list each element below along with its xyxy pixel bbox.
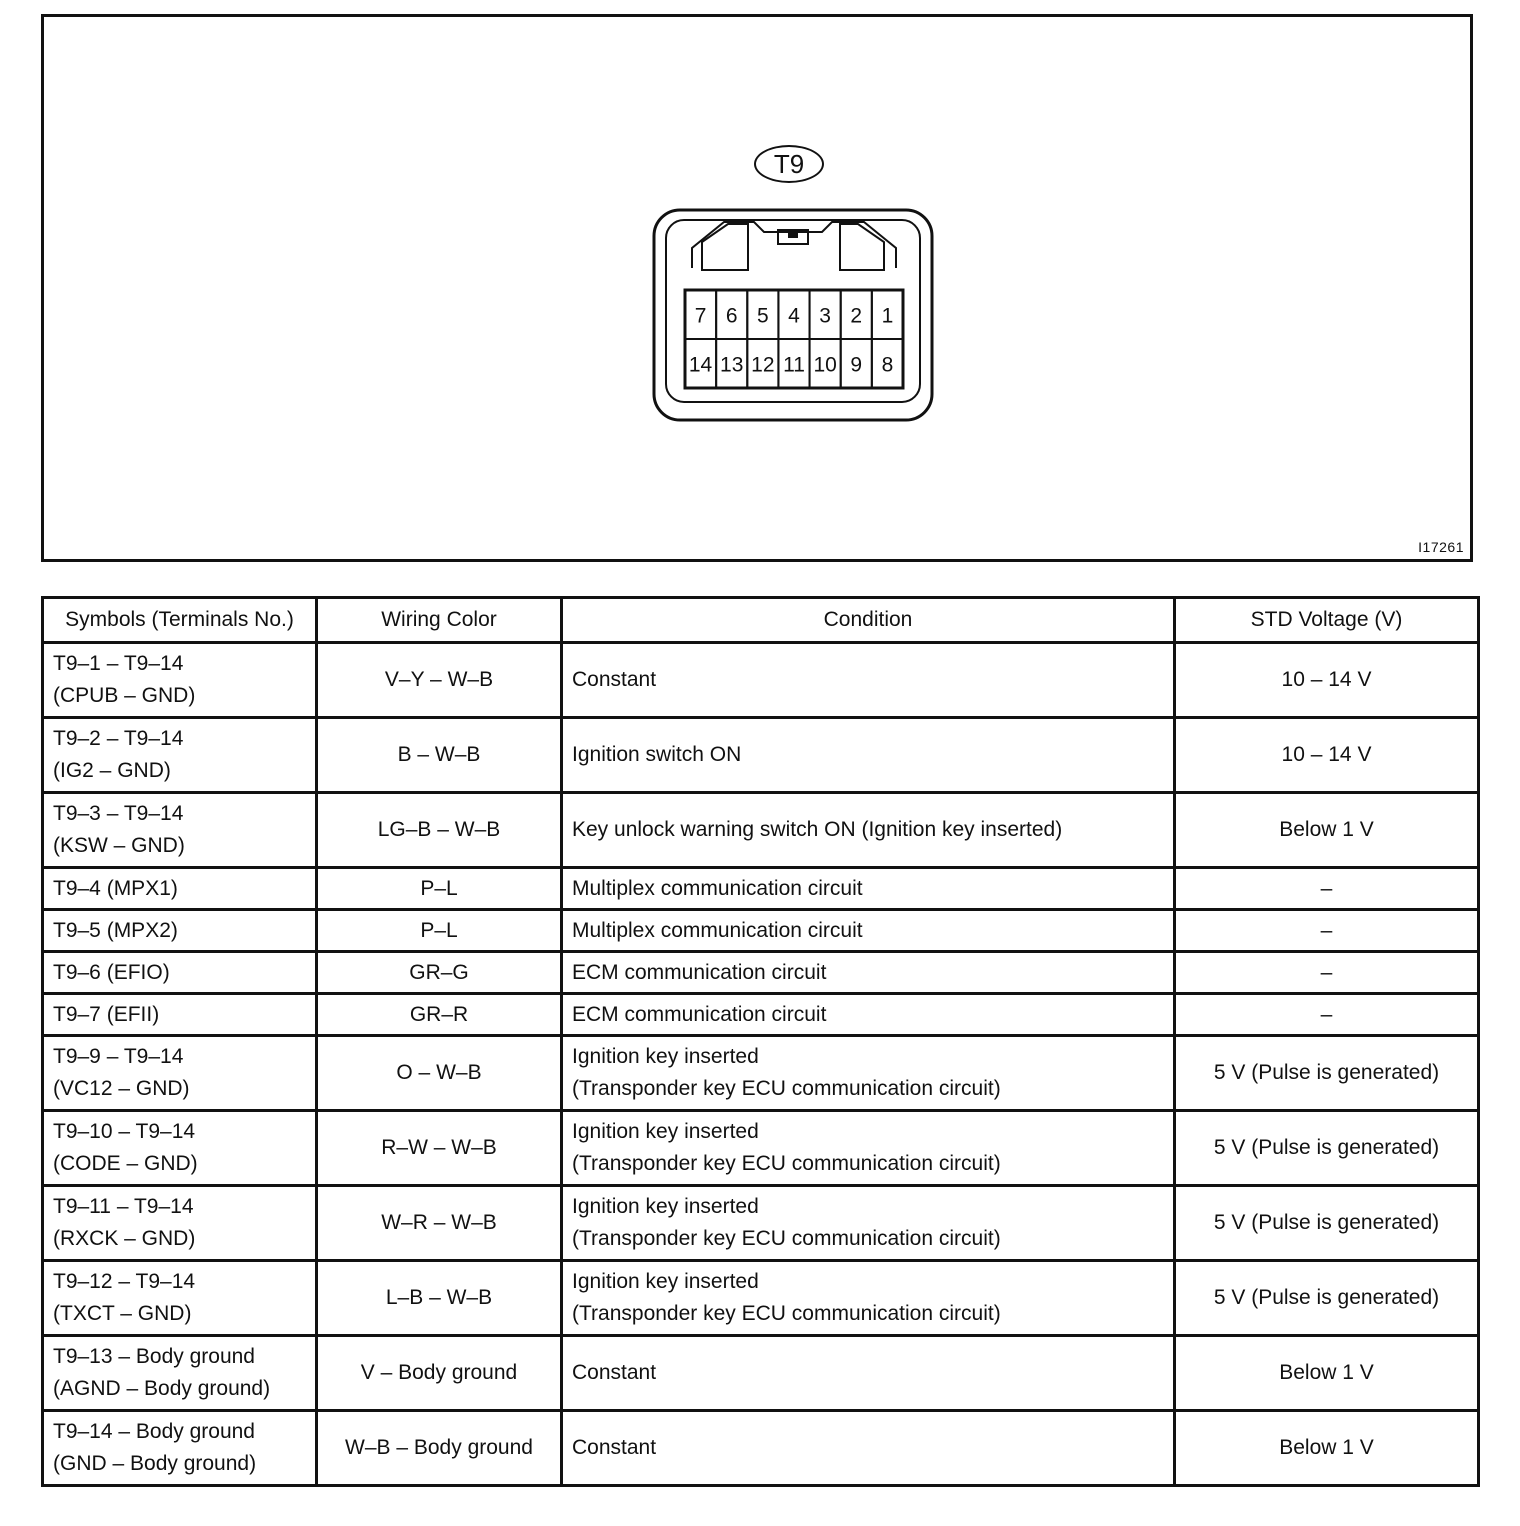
symbol-line: (CPUB – GND) <box>53 684 196 707</box>
cell-symbol <box>43 793 317 868</box>
cell-wiring-color: P–L <box>317 910 562 952</box>
cell-std-voltage: Below 1 V <box>1175 793 1479 868</box>
condition-line: Constant <box>572 1436 657 1459</box>
condition-line: Ignition key inserted <box>572 1120 759 1143</box>
pin-number: 7 <box>694 304 707 328</box>
cell-wiring-color: B – W–B <box>317 718 562 793</box>
header-symbols: Symbols (Terminals No.) <box>43 598 317 643</box>
pin-number: 14 <box>688 353 713 377</box>
cell-std-voltage: – <box>1175 994 1479 1036</box>
symbol-line: (KSW – GND) <box>53 834 185 857</box>
table-row <box>43 1036 1479 1111</box>
table-row <box>43 1261 1479 1336</box>
condition-line: Constant <box>572 668 657 691</box>
condition-line: Ignition key inserted <box>572 1195 759 1218</box>
table-row <box>43 718 1479 793</box>
symbol-line: (AGND – Body ground) <box>53 1377 271 1400</box>
condition-line: Ignition key inserted <box>572 1270 759 1293</box>
symbol-line: T9–12 – T9–14 <box>53 1270 196 1293</box>
cell-std-voltage: Below 1 V <box>1175 1411 1479 1486</box>
pin-number: 6 <box>725 304 738 328</box>
symbol-line: T9–10 – T9–14 <box>53 1120 196 1143</box>
cell-condition <box>562 1186 1175 1261</box>
table-row <box>43 952 1479 994</box>
cell-symbol <box>43 1336 317 1411</box>
symbol-line: T9–6 (EFIO) <box>53 960 170 984</box>
pin-number: 3 <box>819 304 831 328</box>
cell-symbol <box>43 1411 317 1486</box>
cell-condition <box>562 952 1175 994</box>
cell-condition <box>562 868 1175 910</box>
condition-line: Constant <box>572 1361 657 1384</box>
connector-figure <box>41 14 1473 562</box>
pin-number: 5 <box>757 304 769 328</box>
cell-condition <box>562 1261 1175 1336</box>
cell-wiring-color: R–W – W–B <box>317 1111 562 1186</box>
table-row <box>43 910 1479 952</box>
table-row <box>43 1336 1479 1411</box>
terminal-table <box>41 596 1480 1487</box>
cell-wiring-color: V – Body ground <box>317 1336 562 1411</box>
connector-diagram <box>644 202 944 427</box>
symbol-line: T9–3 – T9–14 <box>53 802 184 825</box>
table-row <box>43 793 1479 868</box>
cell-std-voltage: – <box>1175 910 1479 952</box>
table-row <box>43 994 1479 1036</box>
pin-number: 8 <box>881 353 894 377</box>
cell-std-voltage: 10 – 14 V <box>1175 718 1479 793</box>
condition-line: Ignition key inserted <box>572 1045 759 1068</box>
cell-std-voltage: – <box>1175 868 1479 910</box>
pin-number: 1 <box>881 304 894 328</box>
symbol-line: T9–1 – T9–14 <box>53 652 184 675</box>
condition-line: (Transponder key ECU communication circuit) <box>572 1302 1001 1325</box>
connector-label: T9 <box>754 145 824 183</box>
cell-condition <box>562 1111 1175 1186</box>
cell-wiring-color: GR–R <box>317 994 562 1036</box>
cell-condition <box>562 910 1175 952</box>
pin-number: 11 <box>783 353 805 377</box>
condition-line: (Transponder key ECU communication circuit) <box>572 1152 1001 1175</box>
cell-std-voltage: Below 1 V <box>1175 1336 1479 1411</box>
header-condition: Condition <box>562 598 1175 643</box>
cell-wiring-color: V–Y – W–B <box>317 643 562 718</box>
cell-std-voltage: – <box>1175 952 1479 994</box>
symbol-line: T9–7 (EFII) <box>53 1002 160 1026</box>
cell-symbol <box>43 1186 317 1261</box>
symbol-line: T9–14 – Body ground <box>53 1420 255 1443</box>
symbol-line: T9–4 (MPX1) <box>53 876 178 900</box>
symbol-line: (RXCK – GND) <box>53 1227 196 1250</box>
table-row <box>43 1111 1479 1186</box>
condition-line: Multiplex communication circuit <box>572 918 863 942</box>
cell-std-voltage: 5 V (Pulse is generated) <box>1175 1186 1479 1261</box>
pin-number: 13 <box>720 353 744 377</box>
cell-std-voltage: 10 – 14 V <box>1175 643 1479 718</box>
table-header-row <box>43 598 1479 643</box>
cell-condition <box>562 718 1175 793</box>
symbol-line: T9–9 – T9–14 <box>53 1045 184 1068</box>
cell-symbol <box>43 952 317 994</box>
condition-line: ECM communication circuit <box>572 1002 827 1026</box>
cell-std-voltage: 5 V (Pulse is generated) <box>1175 1036 1479 1111</box>
symbol-line: T9–13 – Body ground <box>53 1345 255 1368</box>
condition-line: (Transponder key ECU communication circuit) <box>572 1077 1001 1100</box>
cell-symbol <box>43 910 317 952</box>
symbol-line: T9–5 (MPX2) <box>53 918 178 942</box>
cell-wiring-color: W–R – W–B <box>317 1186 562 1261</box>
cell-symbol <box>43 643 317 718</box>
cell-condition <box>562 1336 1175 1411</box>
table-row <box>43 1411 1479 1486</box>
pin-number: 12 <box>751 353 775 377</box>
table-body <box>43 643 1479 1486</box>
cell-symbol <box>43 1261 317 1336</box>
cell-wiring-color: W–B – Body ground <box>317 1411 562 1486</box>
header-std-voltage: STD Voltage (V) <box>1175 598 1479 643</box>
cell-condition <box>562 643 1175 718</box>
pin-grid <box>685 290 903 388</box>
symbol-line: (TXCT – GND) <box>53 1302 192 1325</box>
cell-wiring-color: P–L <box>317 868 562 910</box>
cell-symbol <box>43 718 317 793</box>
cell-symbol <box>43 1111 317 1186</box>
cell-symbol <box>43 1036 317 1111</box>
cell-std-voltage: 5 V (Pulse is generated) <box>1175 1111 1479 1186</box>
header-wiring-color: Wiring Color <box>317 598 562 643</box>
cell-condition <box>562 793 1175 868</box>
symbol-line: T9–11 – T9–14 <box>53 1195 194 1218</box>
condition-line: Key unlock warning switch ON (Ignition key inserted) <box>572 818 1063 841</box>
table-row <box>43 868 1479 910</box>
condition-line: Ignition switch ON <box>572 743 742 766</box>
symbol-line: (GND – Body ground) <box>53 1452 257 1475</box>
condition-line: ECM communication circuit <box>572 960 827 984</box>
pin-number: 2 <box>850 304 863 328</box>
condition-line: (Transponder key ECU communication circuit) <box>572 1227 1001 1250</box>
symbol-line: (IG2 – GND) <box>53 759 171 782</box>
cell-condition <box>562 994 1175 1036</box>
symbol-line: T9–2 – T9–14 <box>53 727 184 750</box>
cell-wiring-color: O – W–B <box>317 1036 562 1111</box>
cell-std-voltage: 5 V (Pulse is generated) <box>1175 1261 1479 1336</box>
cell-wiring-color: GR–G <box>317 952 562 994</box>
figure-code: I17261 <box>1418 539 1464 555</box>
condition-line: Multiplex communication circuit <box>572 876 863 900</box>
pin-number: 4 <box>788 304 800 328</box>
symbol-line: (CODE – GND) <box>53 1152 198 1175</box>
pin-number: 10 <box>813 353 837 377</box>
cell-wiring-color: L–B – W–B <box>317 1261 562 1336</box>
symbol-line: (VC12 – GND) <box>53 1077 190 1100</box>
table-row <box>43 643 1479 718</box>
table-row <box>43 1186 1479 1261</box>
cell-wiring-color: LG–B – W–B <box>317 793 562 868</box>
cell-condition <box>562 1036 1175 1111</box>
cell-condition <box>562 1411 1175 1486</box>
cell-symbol <box>43 994 317 1036</box>
cell-symbol <box>43 868 317 910</box>
pin-number: 9 <box>850 353 863 377</box>
